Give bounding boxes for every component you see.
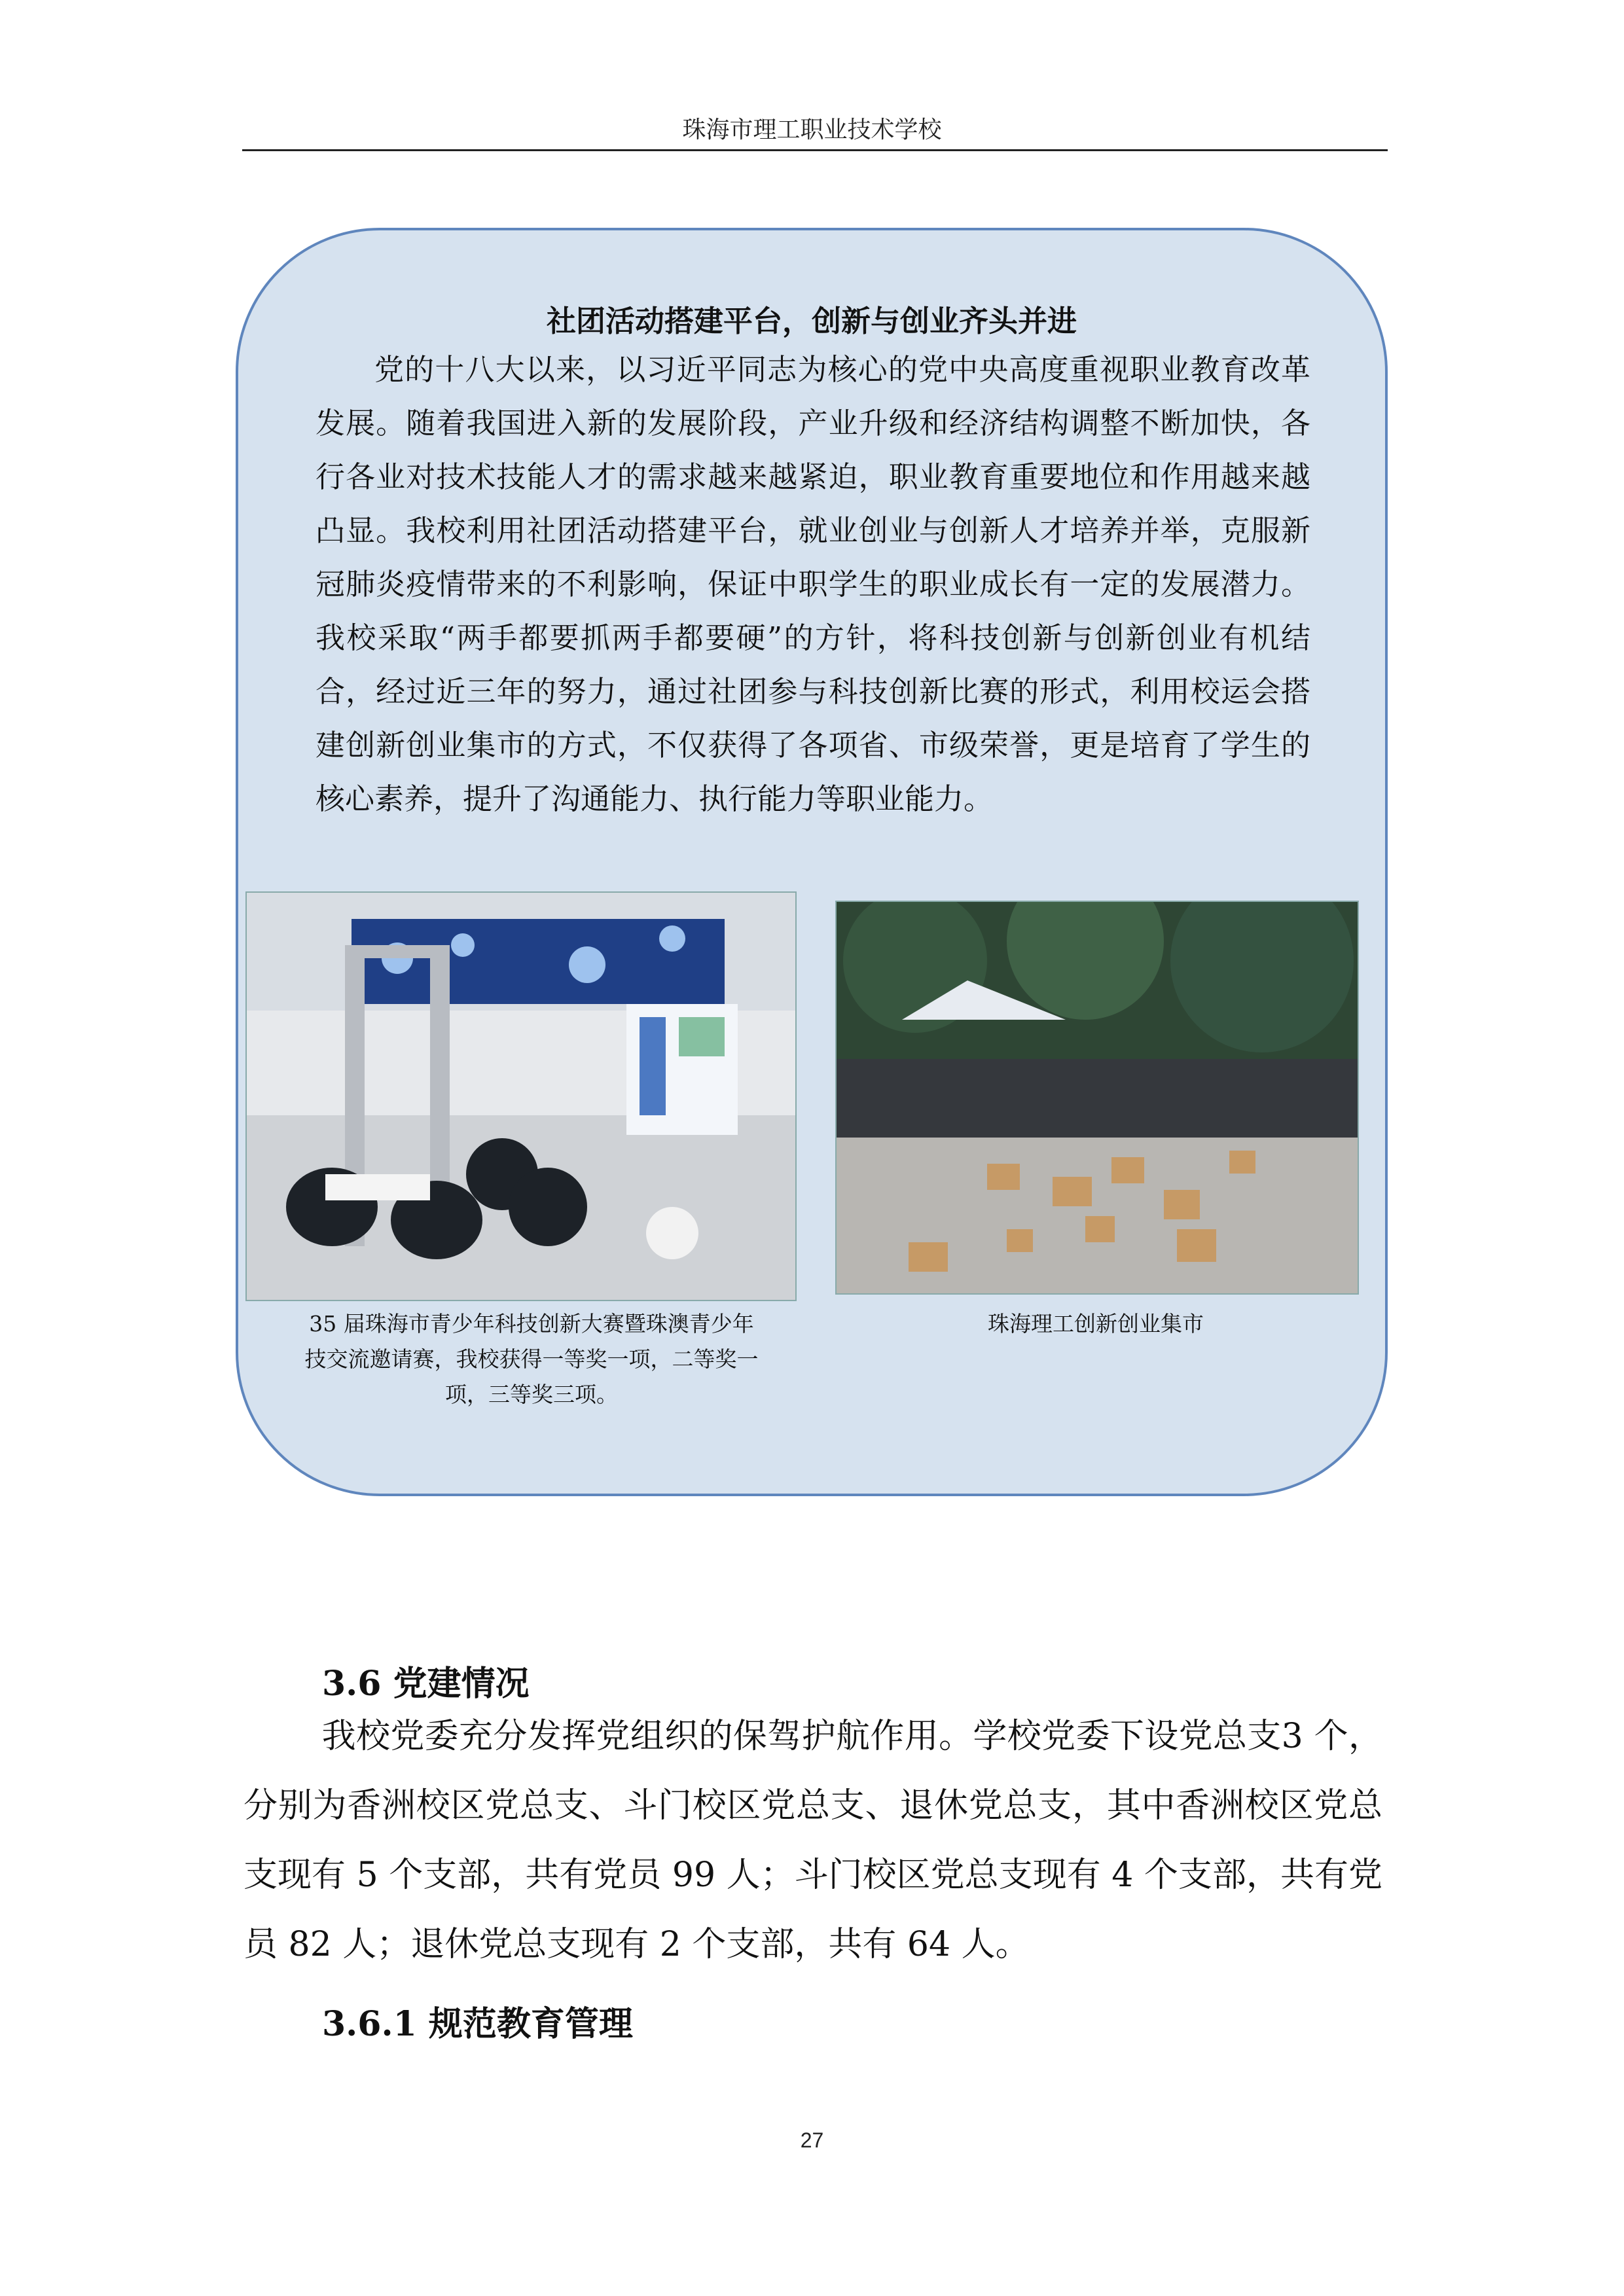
caption-competition xyxy=(267,1306,796,1412)
page-number: 27 xyxy=(800,2128,824,2152)
photo-market xyxy=(835,901,1359,1295)
caption-line: 珠海理工创新创业集市 xyxy=(988,1311,1204,1336)
header-title: 珠海市理工职业技术学校 xyxy=(682,117,942,143)
section-3-6-heading: 3.6 党建情况 xyxy=(322,1664,530,1704)
header-rule xyxy=(242,149,1388,151)
photo-competition xyxy=(245,891,797,1301)
caption-market xyxy=(835,1306,1356,1342)
callout-title: 社团活动搭建平台，创新与创业齐头并进 xyxy=(546,304,1077,338)
callout-body: 党的十八大以来，以习近平同志为核心的党中央高度重视职业教育改革发展。随着我国进入新的发展阶段，产业升级和经济结构调整不断加快，各行各业对技术技能人才的需求越来越紧迫，职业教育重要地位和作用越来越凸显。我校利用社团活动搭建平台，就业创业与创新人才培养并举，克服新冠肺炎疫情带来的不利影响，保证中职学生的职业成长有一定的发展潜力。我校采取“两手都要抓两手都要硬”的方针，将科技创新与创新创业有机结合，经过近三年的努力，通过社团参与科技创新比赛的形式，利用校运会搭建创新创业集市的方式，不仅获得了各项省、市级荣誉，更是培育了学生的核心素养，提升了沟通能力、执行能力等职业能力。 xyxy=(316,352,1310,816)
section-3-6-1-heading: 3.6.1 规范教育管理 xyxy=(322,2004,633,2044)
caption-line: 35 届珠海市青少年科技创新大赛暨珠澳青少年 xyxy=(309,1311,754,1336)
caption-line: 技交流邀请赛，我校获得一等奖一项，二等奖一 xyxy=(304,1346,759,1372)
section-3-6-text: 我校党委充分发挥党组织的保驾护航作用。学校党委下设党总支3 个，分别为香洲校区党总支、斗门校区党总支、退休党总支，其中香洲校区党总支现有 5 个支部，共有党员 99 人；斗门校区党总支现有 4 个支部，共有党员 82 人；退休党总支现有 2 个支部，共有 64 人。 xyxy=(244,1717,1382,1964)
section-3-6-paragraph xyxy=(244,1702,1382,1979)
caption-line: 项，三等奖三项。 xyxy=(445,1382,618,1407)
